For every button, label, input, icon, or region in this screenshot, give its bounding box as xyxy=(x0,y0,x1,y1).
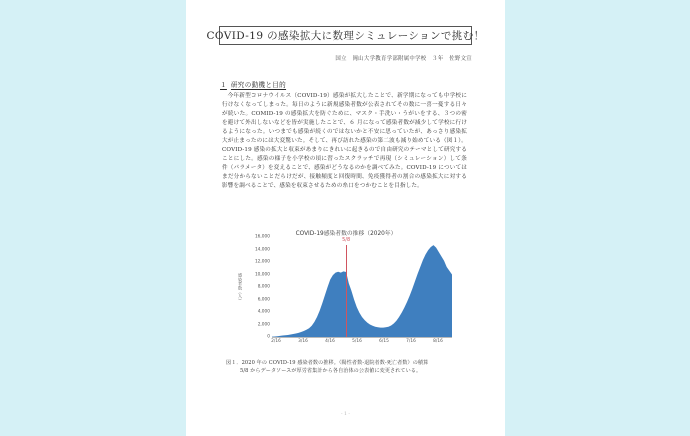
document-title-box xyxy=(206,26,485,45)
chart-title: COVID-19感染者数の推移（2020年） xyxy=(295,231,397,237)
document-page xyxy=(186,0,505,436)
section-number: １ xyxy=(220,81,227,89)
chart-annotation-line-5-8 xyxy=(346,245,347,337)
page-title: COVID-19 の感染拡大に数理シミュレーションで挑む！ xyxy=(206,30,485,42)
chart-y-axis-ticks xyxy=(244,234,271,340)
chart-x-tick: 7/16 xyxy=(406,339,416,344)
chart-y-tick: 0 xyxy=(267,334,270,340)
chart-x-tick: 8/16 xyxy=(433,339,443,344)
figure-caption-line-1: 図１．2020 年の COVID-19 感染者数の推移。（陽性者数-退院者数-死亡者数）の積算 xyxy=(226,360,429,366)
chart-y-tick: 4,000 xyxy=(257,309,270,315)
chart-x-axis-ticks xyxy=(272,338,452,348)
figure-1-chart xyxy=(236,228,456,354)
chart-x-tick: 6/15 xyxy=(379,339,389,344)
chart-x-tick: 5/16 xyxy=(352,339,362,344)
chart-annotation-label-5-8: 5/8 xyxy=(342,237,351,243)
chart-y-tick: 8,000 xyxy=(257,284,270,290)
chart-y-tick: 16,000 xyxy=(254,234,270,240)
figure-caption xyxy=(226,359,464,375)
chart-x-tick: 4/16 xyxy=(325,339,335,344)
chart-y-tick: 12,000 xyxy=(254,259,270,265)
section-heading xyxy=(220,79,286,89)
figure-caption-line-2: 5/8 からデータソースが厚労省集計から各自治体の公表値に変更されている。 xyxy=(240,368,422,375)
section-title: 研究の動機と目的 xyxy=(230,81,287,89)
chart-plot-area xyxy=(272,237,452,338)
chart-y-tick: 2,000 xyxy=(257,322,270,327)
chart-x-tick: 2/16 xyxy=(271,339,281,344)
chart-area-series xyxy=(272,237,452,337)
chart-y-tick: 6,000 xyxy=(257,297,270,302)
chart-y-tick: 14,000 xyxy=(254,247,270,252)
chart-y-axis-label: 感染者数（人） xyxy=(238,273,243,303)
author-affiliation-line: 国立 岡山大学教育学部附属中学校 ３年 佐野文宣 xyxy=(335,56,472,62)
body-paragraph: 今年新型コロナウイルス（COVID-19）感染が拡大したことで、新学期になっても中学校に行けなくなってしまった。毎日のように新規感染者数が公表されてその数に一喜一憂する日々が続いた。COMID-19 の感染拡大を防ぐために、マスク・手洗い・うがいをする、３つの密を避けて外出しないなどを皆が実施したことで、６ 月になって感染者数が減少して学校に行けるようになった。いつまでも感染が続くのではないかと不安に思っていたが、あっさり感染拡大が止まったのには大変驚いた。そして、再び訪れた感染の第二波も減り始めている（図１）。COVID-19 感染の拡大と収束があまりにきれいに起きるので自由研究のテーマとして研究することにした。感染の様子を小学校の頃に習ったスクラッチで再現（シミュレーション）して条件（パラメータ）を変えることで、感染がどうなるのかを調べてみた。COVID-19 についてはまだ分からないことだらけだが、接触頻度と回復時間、免疫獲得者の割合の感染拡大に対する影響を調べることで、感染を収束させるための糸口をつかむことを目指した。 xyxy=(222,93,467,190)
chart-x-tick: 3/16 xyxy=(298,339,308,344)
chart-y-tick: 10,000 xyxy=(254,272,270,277)
page-number: - 1 - xyxy=(341,412,350,417)
